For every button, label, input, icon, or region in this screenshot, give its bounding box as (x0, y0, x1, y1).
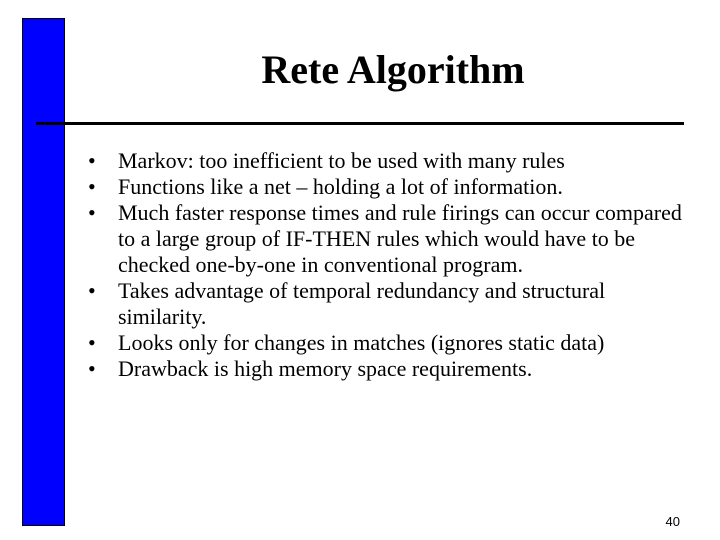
bullet-item (88, 174, 688, 200)
bullet-icon: • (88, 200, 96, 225)
bullet-text: Markov: too inefficient to be used with many rules (118, 148, 565, 173)
bullet-item (88, 330, 688, 356)
page-number: 40 (665, 514, 680, 529)
side-accent-bar (22, 18, 65, 526)
bullet-item (88, 200, 688, 278)
bullet-text: Drawback is high memory space requirements. (118, 356, 533, 381)
bullet-icon: • (88, 278, 96, 303)
slide-title: Rete Algorithm (261, 47, 525, 92)
bullet-text: Takes advantage of temporal redundancy and structural similarity. (118, 278, 606, 329)
bullet-item (88, 356, 688, 382)
bullet-icon: • (88, 148, 96, 173)
bullet-item (88, 278, 688, 330)
bullet-icon: • (88, 356, 96, 381)
bullet-text: Much faster response times and rule firings can occur compared to a large group of IF-THEN rules which would have to be checked one-by-one in conventional program. (118, 200, 682, 277)
bullet-text: Looks only for changes in matches (ignores static data) (118, 330, 605, 355)
bullet-list (88, 148, 688, 382)
bullet-icon: • (88, 174, 96, 199)
bullet-icon: • (88, 330, 96, 355)
bullet-text: Functions like a net – holding a lot of information. (118, 174, 563, 199)
title-divider (36, 122, 684, 125)
bullet-item (88, 148, 688, 174)
